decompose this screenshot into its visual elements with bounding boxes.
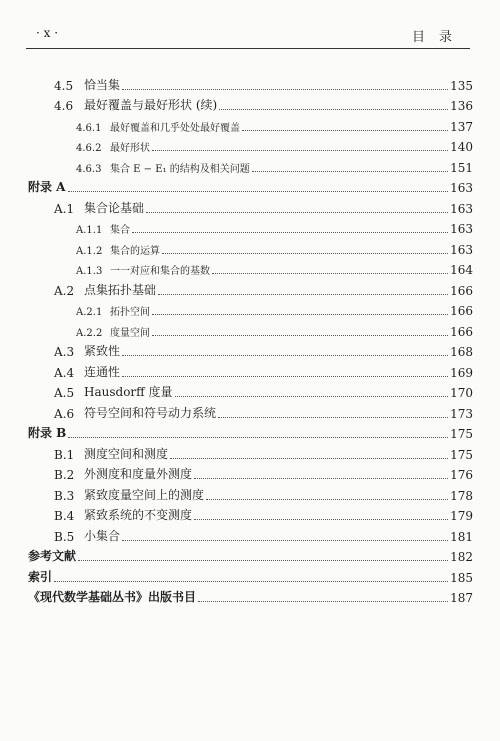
toc-entry-title: 恰当集: [84, 77, 121, 92]
toc-entry-title: 符号空间和符号动力系统: [84, 405, 217, 420]
toc-entry-page: 163: [450, 181, 473, 195]
toc-entry-page: 170: [450, 386, 473, 400]
toc-entry-number: A.2.2: [76, 327, 103, 339]
toc-entry-page: 163: [450, 222, 473, 236]
toc-entry[interactable]: [28, 298, 473, 319]
dot-leader: [252, 171, 448, 172]
toc-entry-page: 176: [450, 468, 473, 482]
toc-entry-title: 索引: [28, 569, 53, 584]
toc-entry-page: 151: [450, 160, 473, 175]
toc-entry-number: A.5: [54, 386, 75, 400]
dot-leader: [219, 109, 448, 110]
dot-leader: [175, 396, 449, 397]
toc-entry-title: Hausdorff 度量: [84, 385, 173, 399]
toc-entry-title: 集合论基础: [84, 200, 145, 215]
toc-entry-title: 《现代数学基础丛书》出版书目: [28, 590, 197, 604]
dot-leader: [122, 376, 448, 377]
toc-entry[interactable]: [28, 72, 473, 93]
dot-leader: [54, 581, 448, 582]
toc-entry-number: B.5: [54, 529, 75, 544]
toc-entry-number: 4.6.2: [76, 143, 102, 154]
toc-entry-number: A.4: [54, 365, 75, 380]
header-rule: [26, 48, 470, 49]
toc-entry[interactable]: [28, 441, 473, 462]
toc-entry-title: 紧致性: [84, 344, 121, 358]
dot-leader: [152, 314, 448, 315]
toc-entry-title: 最好覆盖和几乎处处最好覆盖: [110, 122, 240, 134]
toc-entry[interactable]: [28, 175, 473, 196]
toc-entry-page: 166: [450, 304, 473, 318]
toc-entry-title: 连通性: [84, 364, 121, 379]
toc-entry-number: B.1: [54, 447, 75, 462]
dot-leader: [218, 417, 448, 418]
page-header: [26, 26, 470, 46]
toc-entry-page: 135: [450, 78, 473, 93]
toc-entry-page: 187: [450, 591, 473, 605]
toc-entry-title: 一一对应和集合的基数: [110, 266, 210, 277]
dot-leader: [122, 355, 448, 356]
dot-leader: [68, 437, 448, 438]
toc-entry-number: A.1.3: [76, 266, 103, 277]
toc-entry-title: 紧致系统的不变测度: [84, 508, 193, 522]
dot-leader: [206, 499, 448, 500]
toc-entry-title: 测度空间和测度: [84, 446, 169, 461]
toc-entry-number: B.2: [54, 468, 75, 482]
toc-entry-page: 169: [450, 365, 473, 380]
dot-leader: [68, 191, 449, 192]
toc-entry-title: 点集拓扑基础: [84, 282, 157, 297]
toc-entry-page: 181: [450, 529, 473, 544]
dot-leader: [132, 232, 448, 233]
toc-entry-page: 163: [450, 201, 473, 216]
dot-leader: [198, 601, 448, 602]
toc-entry-number: 4.6.1: [76, 122, 102, 134]
toc-entry-number: A.1: [54, 201, 75, 216]
toc-entry-number: 4.6.3: [76, 163, 102, 175]
toc-entry[interactable]: [28, 380, 473, 401]
toc-entry-page: 168: [450, 345, 473, 359]
toc-entry-title: 小集合: [84, 528, 121, 543]
toc-entry[interactable]: [28, 359, 473, 380]
dot-leader: [158, 294, 448, 295]
toc-entry[interactable]: [28, 236, 473, 257]
toc-entry-page: 178: [450, 488, 473, 503]
toc-entry-title: 最好形状: [110, 143, 150, 154]
toc-entry-number: B.4: [54, 509, 75, 523]
toc-entry[interactable]: [28, 154, 473, 175]
toc-entry-title: 拓扑空间: [110, 307, 150, 318]
toc-entry-number: A.1.1: [76, 225, 103, 236]
toc-entry-title: 集合 E − E₁ 的结构及相关问题: [110, 163, 250, 175]
toc-entry[interactable]: [28, 462, 473, 483]
toc-entry-page: 137: [450, 119, 473, 134]
header-page-number: · x ·: [36, 26, 59, 40]
toc-entry-title: 集合的运算: [110, 245, 160, 257]
toc-entry-page: 166: [450, 324, 473, 339]
toc-entry-title: 附录 B: [28, 426, 67, 440]
toc-entry-number: B.3: [54, 488, 75, 503]
toc-entry-page: 173: [450, 406, 473, 421]
toc-entry[interactable]: [28, 503, 473, 524]
dot-leader: [122, 89, 448, 90]
toc-entry[interactable]: [28, 585, 473, 606]
dot-leader: [194, 519, 448, 520]
toc-entry-number: 4.5: [54, 78, 74, 93]
toc-entry-page: 164: [450, 263, 473, 277]
dot-leader: [194, 478, 448, 479]
toc-entry[interactable]: [28, 544, 473, 565]
toc-entry[interactable]: [28, 93, 473, 114]
toc-entry-number: A.1.2: [76, 245, 103, 257]
toc-entry[interactable]: [28, 482, 473, 503]
toc-entry[interactable]: [28, 113, 473, 134]
toc-entry-title: 集合: [110, 225, 130, 236]
toc-entry-page: 163: [450, 242, 473, 257]
toc-entry[interactable]: [28, 400, 473, 421]
toc-entry-number: 4.6: [54, 99, 74, 113]
toc-entry[interactable]: [28, 134, 473, 155]
toc-entry-number: A.6: [54, 406, 75, 421]
toc-entry-number: A.2: [54, 283, 75, 298]
toc-entry-title: 度量空间: [110, 327, 150, 339]
toc-entry[interactable]: [28, 421, 473, 442]
dot-leader: [122, 540, 448, 541]
toc-entry-page: 166: [450, 283, 473, 298]
toc-entry-title: 紧致度量空间上的测度: [84, 487, 205, 502]
toc-entry-page: 185: [450, 570, 473, 585]
header-title: 目录: [411, 30, 466, 45]
toc-entry-page: 182: [450, 550, 473, 564]
toc-entry[interactable]: [28, 195, 473, 216]
dot-leader: [242, 130, 448, 131]
dot-leader: [212, 273, 448, 274]
dot-leader: [152, 335, 448, 336]
toc-entry[interactable]: [28, 339, 473, 360]
toc-entry[interactable]: [28, 318, 473, 339]
toc-entry-title: 参考文献: [28, 549, 77, 563]
table-of-contents: [28, 72, 473, 605]
toc-entry-title: 最好覆盖与最好形状 (续): [84, 98, 218, 112]
toc-entry-page: 136: [450, 99, 473, 113]
dot-leader: [170, 458, 448, 459]
toc-entry-page: 175: [450, 447, 473, 462]
dot-leader: [162, 253, 448, 254]
dot-leader: [152, 150, 448, 151]
toc-entry[interactable]: [28, 523, 473, 544]
toc-entry[interactable]: [28, 564, 473, 585]
toc-entry[interactable]: [28, 277, 473, 298]
toc-entry[interactable]: [28, 257, 473, 278]
toc-entry[interactable]: [28, 216, 473, 237]
toc-entry-title: 外测度和度量外测度: [84, 467, 193, 481]
dot-leader: [78, 560, 448, 561]
toc-entry-page: 179: [450, 509, 473, 523]
toc-entry-page: 175: [450, 427, 473, 441]
dot-leader: [146, 212, 448, 213]
toc-entry-number: A.3: [54, 345, 75, 359]
toc-entry-title: 附录 A: [28, 180, 66, 194]
toc-entry-page: 140: [450, 140, 473, 154]
toc-entry-number: A.2.1: [76, 307, 103, 318]
